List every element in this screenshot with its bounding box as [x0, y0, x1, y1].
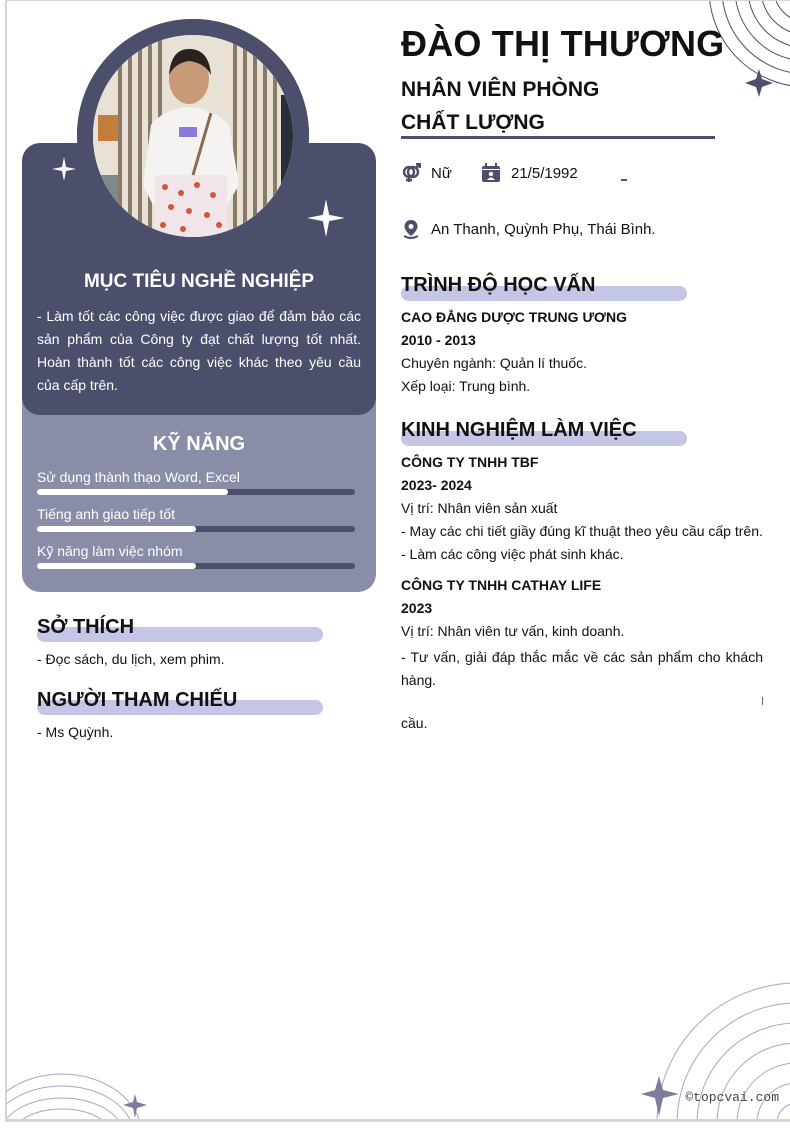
address-value: An Thanh, Quỳnh Phụ, Thái Bình.: [431, 220, 656, 238]
role-line-2: CHẤT LƯỢNG: [401, 111, 545, 134]
hobbies-text: - Đọc sách, du lịch, xem phim.: [37, 651, 225, 667]
education-title: TRÌNH ĐỘ HỌC VẤN: [401, 274, 596, 296]
hobbies-title: SỞ THÍCH: [37, 616, 135, 638]
objective-text: - Làm tốt các công việc được giao để đảm bảo các sản phẩm của Công ty đạt chất lượng tốt nhất. Hoàn thành tốt các công việc khác theo yêu cầu của cấp trên.: [37, 308, 361, 393]
skill-progress-bar: [37, 563, 355, 569]
stray-mark: [762, 697, 763, 705]
job-duty: - Làm các công việc phát sinh khác.: [401, 546, 624, 562]
job-company: CÔNG TY TNHH CATHAY LIFE: [401, 577, 602, 593]
job-duty: - Tư vấn, giải đáp thắc mắc về các sản phẩm cho khách hàng.: [401, 649, 763, 688]
skill-progress-fill: [37, 563, 196, 569]
stray-mark: [621, 179, 627, 181]
skill-item: [37, 469, 355, 495]
job-period: 2023- 2024: [401, 477, 472, 493]
experience-title: KINH NGHIỆM LÀM VIỆC: [401, 419, 637, 441]
job-company: CÔNG TY TNHH TBF: [401, 454, 539, 470]
candidate-role: [401, 73, 599, 139]
job-position: Vị trí: Nhân viên sản xuất: [401, 500, 558, 516]
cv-page: [5, 0, 790, 1122]
education-school: CAO ĐẲNG DƯỢC TRUNG ƯƠNG: [401, 309, 627, 325]
skill-label: Tiếng anh giao tiếp tốt: [37, 506, 176, 522]
sparkle-icon: [52, 157, 76, 181]
education-major: Chuyên ngành: Quản lí thuốc.: [401, 355, 588, 371]
references-text: - Ms Quỳnh.: [37, 724, 114, 740]
skill-label: Sử dụng thành thạo Word, Excel: [37, 469, 240, 485]
job-trailing-text: cầu.: [401, 715, 428, 731]
candidate-name: ĐÀO THỊ THƯƠNG: [401, 23, 725, 64]
skill-progress-fill: [37, 489, 228, 495]
calendar-icon: [481, 163, 501, 183]
watermark: ©topcvai.com: [685, 1090, 779, 1105]
location-icon: [401, 219, 421, 239]
gender-info: [401, 163, 452, 183]
skill-progress-bar: [37, 526, 355, 532]
objective-title: MỤC TIÊU NGHỀ NGHIỆP: [83, 271, 315, 292]
gender-value: Nữ: [431, 164, 452, 182]
avatar-photo-placeholder-icon: [93, 35, 293, 237]
job-period: 2023: [401, 600, 433, 616]
skill-progress-bar: [37, 489, 355, 495]
skill-item: [37, 506, 355, 532]
skill-progress-fill: [37, 526, 196, 532]
job-position: Vị trí: Nhân viên tư vấn, kinh doanh.: [401, 623, 625, 639]
role-line-1: NHÂN VIÊN PHÒNG: [401, 78, 600, 101]
header-divider: [401, 136, 715, 139]
sparkle-icon: [307, 199, 345, 237]
job-duty: - May các chi tiết giầy đúng kĩ thuật theo yêu cầu cấp trên.: [401, 523, 763, 539]
skill-label: Kỹ năng làm việc nhóm: [37, 543, 183, 559]
birthday-value: 21/5/1992: [511, 164, 578, 182]
avatar: [93, 35, 293, 237]
skill-item: [37, 543, 355, 569]
education-period: 2010 - 2013: [401, 332, 476, 348]
decorative-arcs-bottom-left-icon: [7, 1066, 157, 1122]
references-title: NGƯỜI THAM CHIẾU: [37, 689, 238, 711]
skills-title: KỸ NĂNG: [152, 433, 246, 455]
birthday-info: [481, 163, 578, 183]
education-rank: Xếp loại: Trung bình.: [401, 378, 531, 394]
address-info: [401, 219, 656, 239]
gender-icon: [401, 163, 421, 183]
